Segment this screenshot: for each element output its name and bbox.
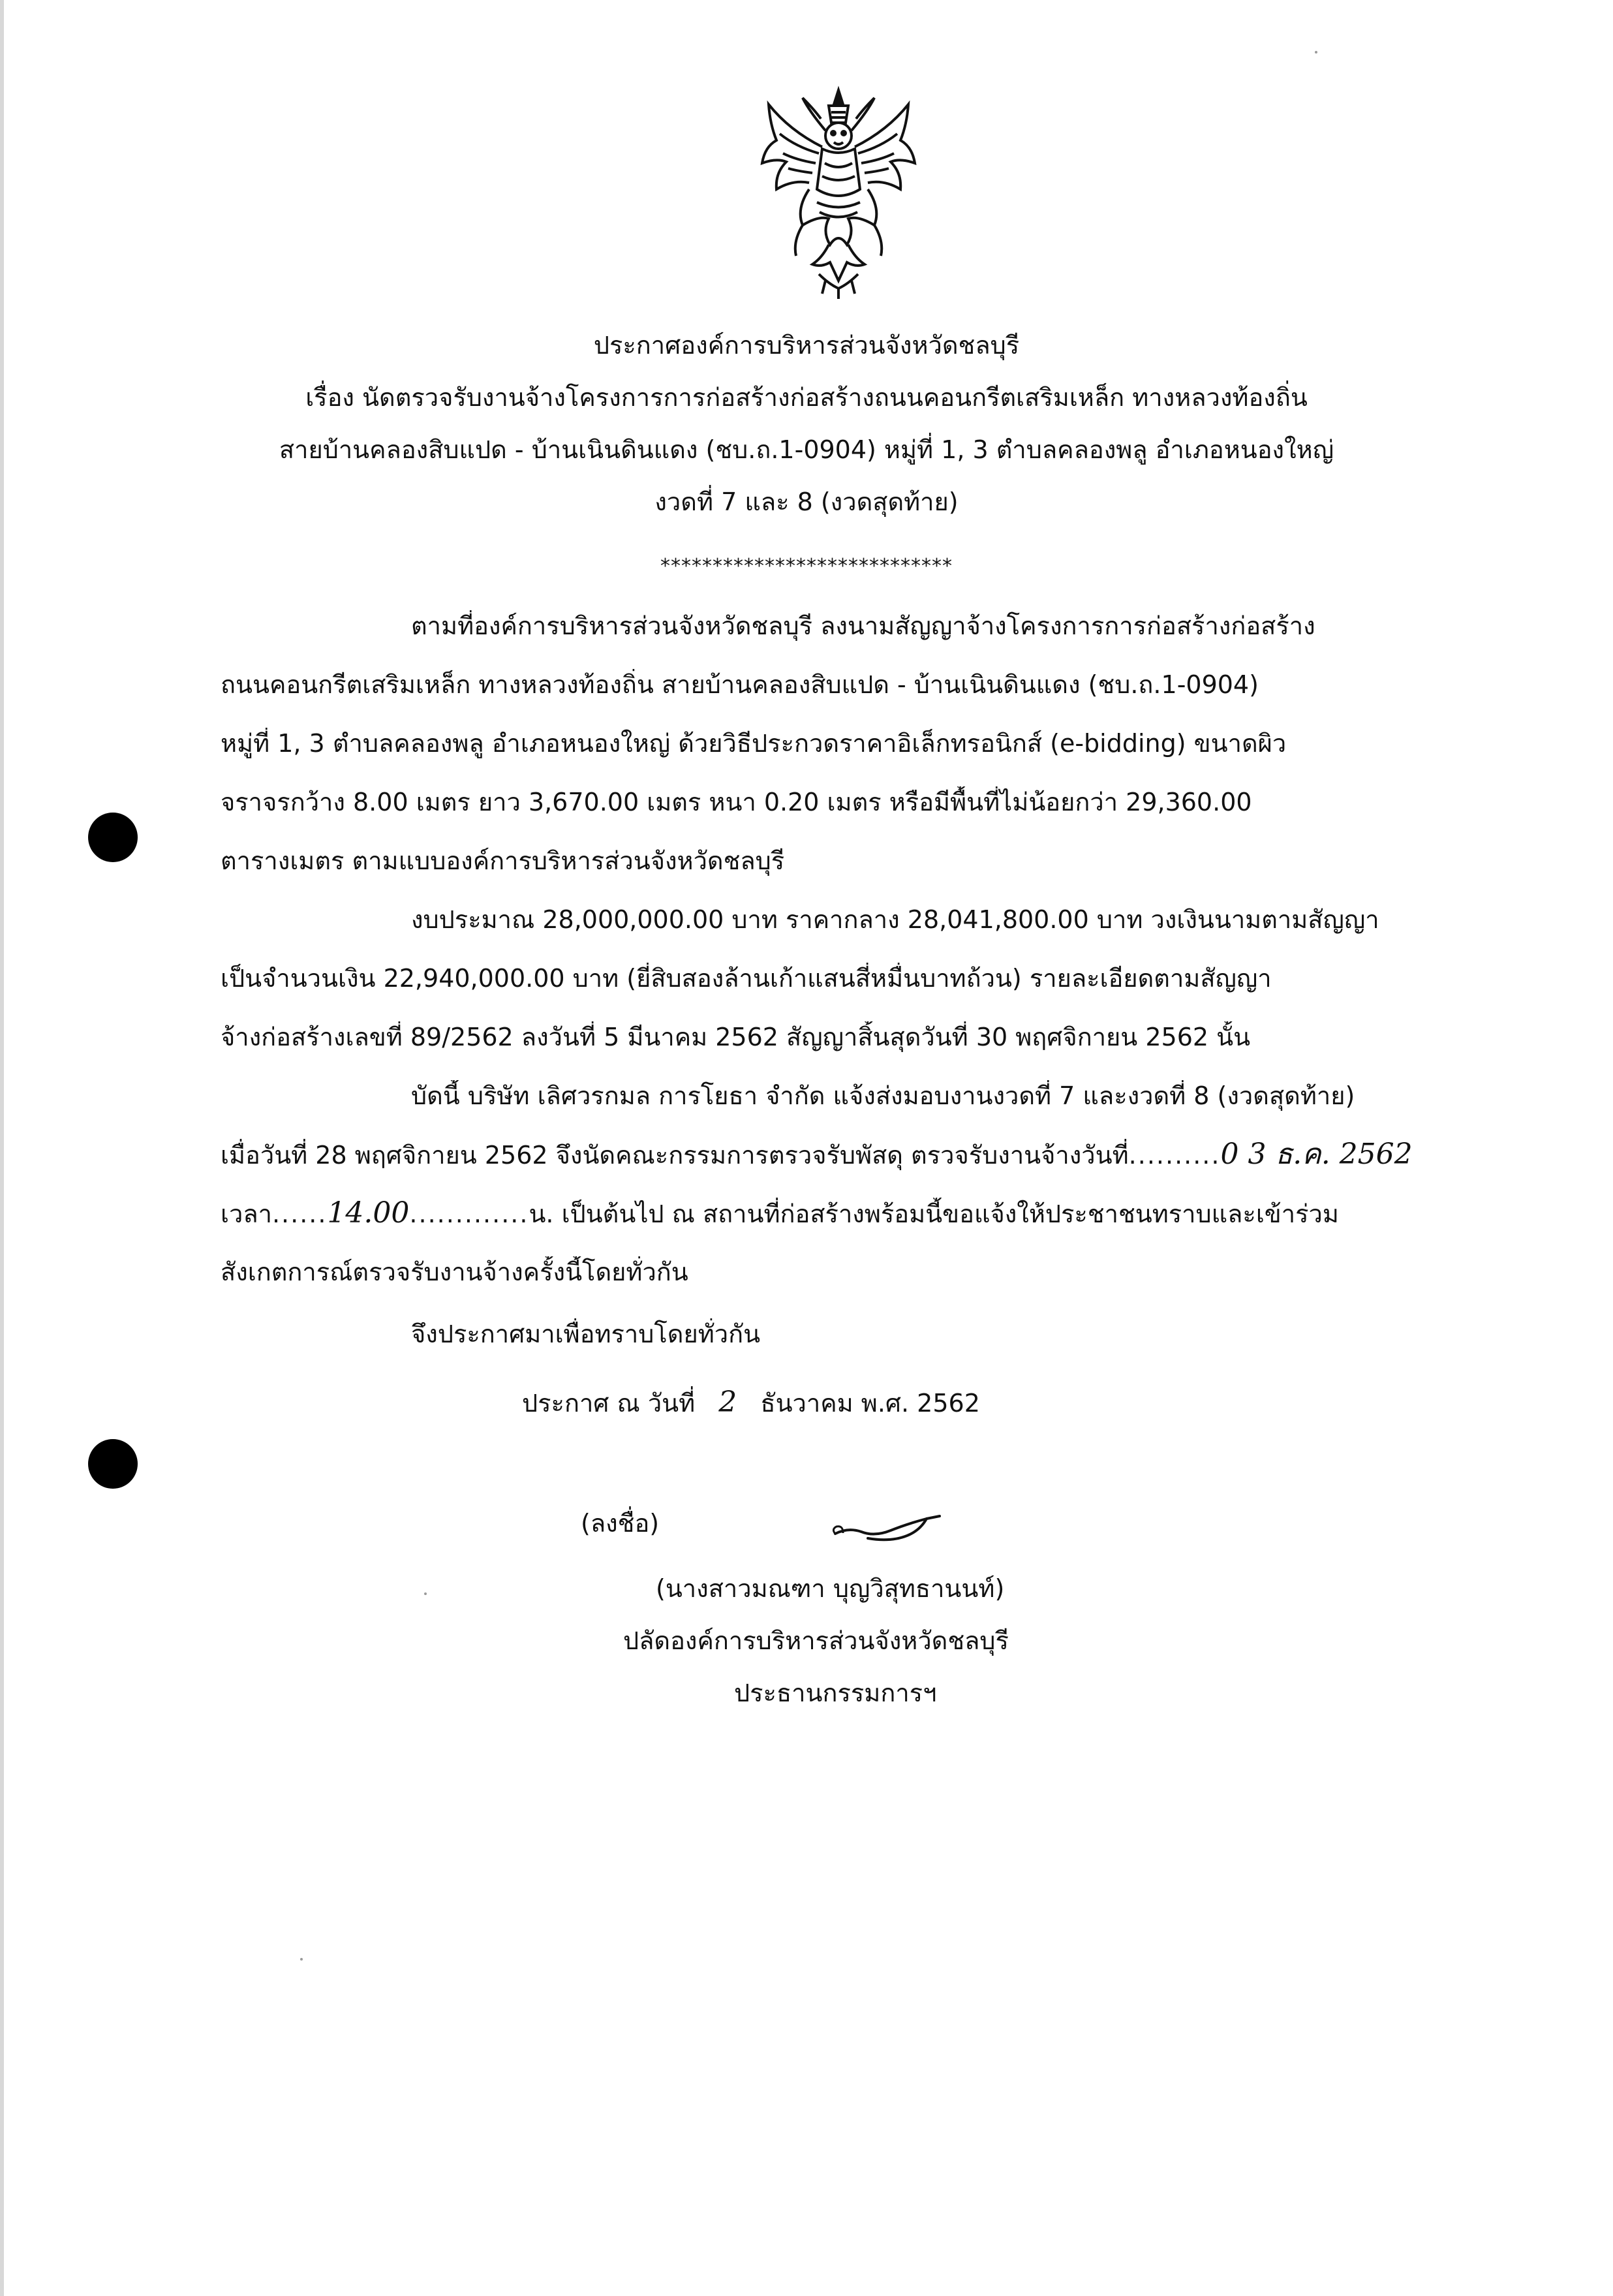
paragraph-line: เป็นจำนวนเงิน 22,940,000.00 บาท (ยี่สิบสองล้านเก้าแสนสี่หมื่นบาทถ้วน) รายละเอียดตามสัญญา bbox=[221, 964, 1272, 993]
paragraph-line: ตารางเมตร ตามแบบองค์การบริหารส่วนจังหวัดชลบุรี bbox=[221, 846, 785, 875]
paragraph-line bbox=[221, 1198, 1460, 1230]
sign-label: (ลงชื่อ) bbox=[581, 1509, 660, 1538]
paragraph-line bbox=[221, 1139, 1460, 1171]
subject-line: งวดที่ 7 และ 8 (งวดสุดท้าย) bbox=[654, 488, 959, 516]
fill-dots: ............. bbox=[409, 1200, 529, 1228]
scan-speck bbox=[424, 1592, 427, 1595]
signatory-role: ประธานกรรมการฯ bbox=[734, 1679, 937, 1707]
date-month-year: ธันวาคม พ.ศ. 2562 bbox=[760, 1389, 980, 1418]
subject-line: เรื่อง นัดตรวจรับงานจ้างโครงการการก่อสร้างก่อสร้างถนนคอนกรีตเสริมเหล็ก ทางหลวงท้องถิ่น bbox=[305, 383, 1308, 412]
handwritten-date: 0 3 ธ.ค. 2562 bbox=[1220, 1139, 1413, 1171]
paragraph-line: จ้างก่อสร้างเลขที่ 89/2562 ลงวันที่ 5 มีนาคม 2562 สัญญาสิ้นสุดวันที่ 30 พฤศจิกายน 2562 นั้น bbox=[221, 1023, 1251, 1051]
handwritten-day: 2 bbox=[718, 1386, 737, 1419]
paragraph-line: จราจรกว้าง 8.00 เมตร ยาว 3,670.00 เมตร หนา 0.20 เมตร หรือมีพื้นที่ไม่น้อยกว่า 29,360.00 bbox=[221, 788, 1252, 816]
punch-hole bbox=[88, 813, 138, 862]
separator: **************************** bbox=[660, 555, 953, 578]
signatory-position: ปลัดองค์การบริหารส่วนจังหวัดชลบุรี bbox=[623, 1626, 1009, 1655]
announcement-title: ประกาศองค์การบริหารส่วนจังหวัดชลบุรี bbox=[593, 331, 1020, 360]
date-prefix: ประกาศ ณ วันที่ bbox=[522, 1389, 696, 1418]
scan-speck bbox=[1315, 51, 1317, 54]
paragraph-line: สังเกตการณ์ตรวจรับงานจ้างครั้งนี้โดยทั่วกัน bbox=[221, 1258, 688, 1286]
scan-speck bbox=[300, 1958, 303, 1961]
signatory-name: (นางสาวมณฑา บุญวิสุทธานนท์) bbox=[656, 1574, 1005, 1603]
paragraph-line: หมู่ที่ 1, 3 ตำบลคลองพลู อำเภอหนองใหญ่ ด้วยวิธีประกวดราคาอิเล็กทรอนิกส์ (e-bidding) ขนาดผิว bbox=[221, 729, 1287, 758]
paragraph-line: ถนนคอนกรีตเสริมเหล็ก ทางหลวงท้องถิ่น สายบ้านคลองสิบแปด - บ้านเนินดินแดง (ชบ.ถ.1-0904) bbox=[221, 670, 1259, 699]
punch-hole bbox=[88, 1439, 138, 1489]
paragraph-text: น. เป็นต้นไป ณ สถานที่ก่อสร้างพร้อมนี้ขอแจ้งให้ประชาชนทราบและเข้าร่วม bbox=[529, 1200, 1339, 1228]
paragraph-line: งบประมาณ 28,000,000.00 บาท ราคากลาง 28,041,800.00 บาท วงเงินนามตามสัญญา bbox=[411, 905, 1379, 934]
fill-dots: ...... bbox=[271, 1200, 328, 1228]
paragraph-line: บัดนี้ บริษัท เลิศวรกมล การโยธา จำกัด แจ้งส่งมอบงานงวดที่ 7 และงวดที่ 8 (งวดสุดท้าย) bbox=[411, 1081, 1355, 1110]
paragraph-line: ตามที่องค์การบริหารส่วนจังหวัดชลบุรี ลงนามสัญญาจ้างโครงการการก่อสร้างก่อสร้าง bbox=[411, 612, 1315, 640]
handwritten-time: 14.00 bbox=[327, 1198, 410, 1230]
handwritten-signature bbox=[829, 1504, 946, 1550]
time-label: เวลา bbox=[221, 1200, 272, 1228]
closing-statement: จึงประกาศมาเพื่อทราบโดยทั่วกัน bbox=[411, 1320, 761, 1348]
paragraph-text: เมื่อวันที่ 28 พฤศจิกายน 2562 จึงนัดคณะกรรมการตรวจรับพัสดุ ตรวจรับงานจ้างวันที่ bbox=[221, 1141, 1129, 1170]
subject-line: สายบ้านคลองสิบแปด - บ้านเนินดินแดง (ชบ.ถ.1-0904) หมู่ที่ 1, 3 ตำบลคลองพลู อำเภอหนองใหญ่ bbox=[279, 435, 1334, 464]
fill-dots: .......... bbox=[1128, 1141, 1221, 1170]
garuda-emblem-icon bbox=[757, 85, 920, 300]
announcement-date bbox=[522, 1387, 980, 1419]
